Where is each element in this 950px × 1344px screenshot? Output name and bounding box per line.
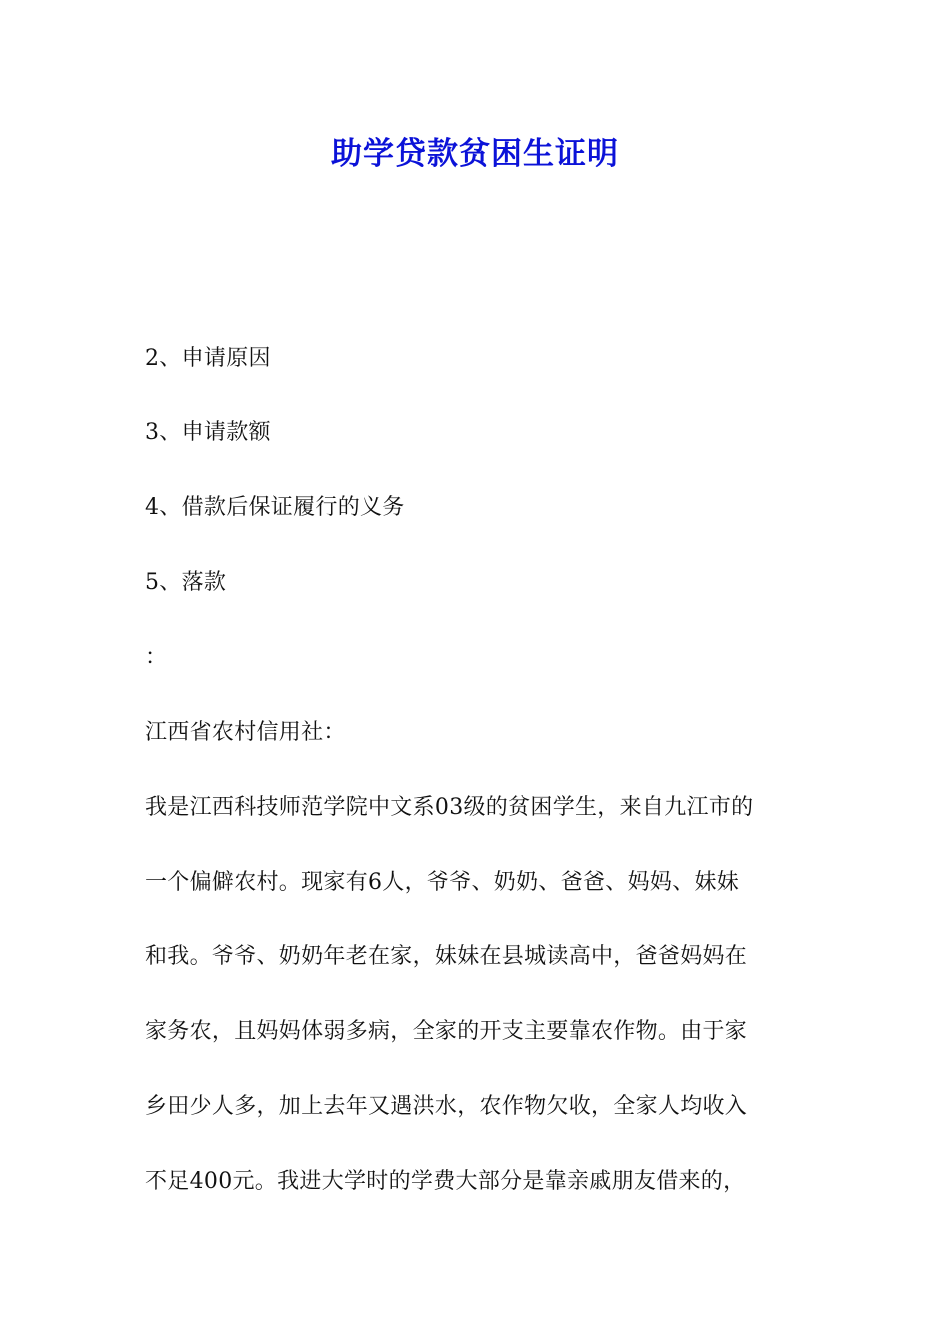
body-line: 不足400元。我进大学时的学费大部分是靠亲戚朋友借来的， <box>145 1169 746 1194</box>
document-title: 助学贷款贫困生证明 <box>331 136 619 172</box>
outline-item-obligations: 4、借款后保证履行的义务 <box>145 495 405 520</box>
outline-item-reason: 2、申请原因 <box>145 346 271 371</box>
body-line: 乡田少人多，加上去年又遇洪水，农作物欠收，全家人均收入 <box>145 1094 748 1119</box>
colon-line: ： <box>145 645 168 670</box>
body-line: 和我。爷爷、奶奶年老在家，妹妹在县城读高中，爸爸妈妈在 <box>145 944 748 969</box>
outline-item-signature: 5、落款 <box>145 570 227 595</box>
body-line: 家务农，且妈妈体弱多病，全家的开支主要靠农作物。由于家 <box>145 1019 748 1044</box>
body-line: 一个偏僻农村。现家有6人，爷爷、奶奶、爸爸、妈妈、妹妹 <box>145 870 740 895</box>
salutation: 江西省农村信用社： <box>145 720 346 745</box>
body-line: 我是江西科技师范学院中文系03级的贫困学生，来自九江市的 <box>145 795 754 820</box>
outline-item-amount: 3、申请款额 <box>145 420 271 445</box>
